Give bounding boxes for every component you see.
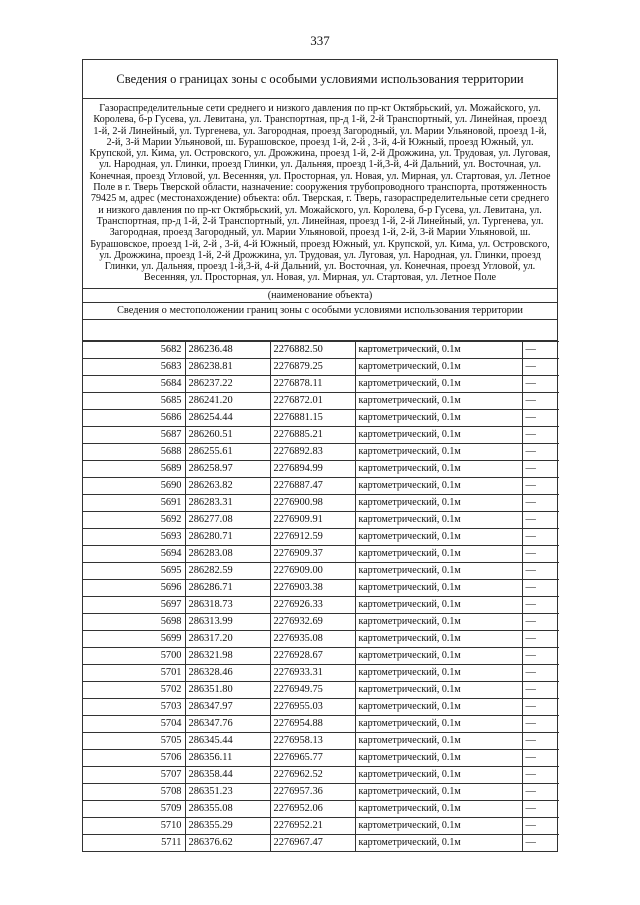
table-row	[83, 580, 559, 597]
document-title: Сведения о границах зоны с особыми условиями использования территории	[83, 60, 557, 99]
table-row	[83, 614, 559, 631]
coordinate-x-cell: 286282.59	[185, 563, 270, 580]
method-cell: картометрический, 0.1м	[355, 342, 522, 359]
method-cell: картометрический, 0.1м	[355, 495, 522, 512]
table-row	[83, 461, 559, 478]
note-cell: —	[522, 393, 559, 410]
point-number-cell: 5695	[83, 563, 185, 580]
method-cell: картометрический, 0.1м	[355, 427, 522, 444]
coordinate-x-cell: 286236.48	[185, 342, 270, 359]
note-cell: —	[522, 818, 559, 835]
coordinate-x-cell: 286328.46	[185, 665, 270, 682]
method-cell: картометрический, 0.1м	[355, 410, 522, 427]
table-row	[83, 342, 559, 359]
table-row	[83, 495, 559, 512]
coordinate-y-cell: 2276885.21	[270, 427, 355, 444]
table-row	[83, 512, 559, 529]
coordinate-y-cell: 2276887.47	[270, 478, 355, 495]
table-row	[83, 546, 559, 563]
coordinate-y-cell: 2276903.38	[270, 580, 355, 597]
coordinate-x-cell: 286347.97	[185, 699, 270, 716]
coordinate-y-cell: 2276965.77	[270, 750, 355, 767]
method-cell: картометрический, 0.1м	[355, 801, 522, 818]
table-row	[83, 597, 559, 614]
method-cell: картометрический, 0.1м	[355, 665, 522, 682]
coordinate-y-cell: 2276955.03	[270, 699, 355, 716]
table-row	[83, 563, 559, 580]
note-cell: —	[522, 631, 559, 648]
table-row	[83, 716, 559, 733]
coordinate-y-cell: 2276909.37	[270, 546, 355, 563]
coordinate-y-cell: 2276949.75	[270, 682, 355, 699]
coordinate-x-cell: 286254.44	[185, 410, 270, 427]
method-cell: картометрический, 0.1м	[355, 767, 522, 784]
table-row	[83, 767, 559, 784]
note-cell: —	[522, 359, 559, 376]
point-number-cell: 5693	[83, 529, 185, 546]
method-cell: картометрический, 0.1м	[355, 631, 522, 648]
coordinate-y-cell: 2276926.33	[270, 597, 355, 614]
coordinate-y-cell: 2276909.91	[270, 512, 355, 529]
note-cell: —	[522, 461, 559, 478]
method-cell: картометрический, 0.1м	[355, 835, 522, 852]
method-cell: картометрический, 0.1м	[355, 563, 522, 580]
point-number-cell: 5694	[83, 546, 185, 563]
coordinate-x-cell: 286351.23	[185, 784, 270, 801]
method-cell: картометрический, 0.1м	[355, 529, 522, 546]
method-cell: картометрический, 0.1м	[355, 461, 522, 478]
note-cell: —	[522, 665, 559, 682]
method-cell: картометрический, 0.1м	[355, 393, 522, 410]
coordinate-y-cell: 2276962.52	[270, 767, 355, 784]
table-row	[83, 359, 559, 376]
note-cell: —	[522, 699, 559, 716]
method-cell: картометрический, 0.1м	[355, 580, 522, 597]
coordinate-y-cell: 2276909.00	[270, 563, 355, 580]
coordinate-y-cell: 2276879.25	[270, 359, 355, 376]
point-number-cell: 5691	[83, 495, 185, 512]
point-number-cell: 5705	[83, 733, 185, 750]
note-cell: —	[522, 733, 559, 750]
coordinate-x-cell: 286260.51	[185, 427, 270, 444]
method-cell: картометрический, 0.1м	[355, 359, 522, 376]
note-cell: —	[522, 835, 559, 852]
table-row	[83, 529, 559, 546]
coordinate-x-cell: 286376.62	[185, 835, 270, 852]
method-cell: картометрический, 0.1м	[355, 716, 522, 733]
zone-boundary-document	[82, 59, 558, 852]
point-number-cell: 5709	[83, 801, 185, 818]
point-number-cell: 5682	[83, 342, 185, 359]
table-row	[83, 478, 559, 495]
object-description: Газораспределительные сети среднего и низкого давления по пр-кт Октябрьский, ул. Можайского, ул. Королева, б-р Гусева, ул. Левитана, ул. Транспортная, пр-д 1-й, 2-й Транспортный, ул. Линейная, проезд 1-й, 2-й Линейный, ул. Тургенева, ул. Загородная, проезд Загородный, ул. Марии Ульяновой, проезд 1-й, 2-й, 3-й Марии Ульяновой, ш. Бурашовское, проезд 1-й, 2-й , 3-й, 4-й Южный, проезд Южный, ул. Крупской, ул. Кима, ул. Островского, ул. Дрожжина, проезд 1-й, 2-й Дрожжина, ул. Трудовая, ул. Луговая, ул. Народная, ул. Глинки, проезд Глинки, ул. Дальняя, проезд 1-й,3-й, 4-й Дальний, ул. Восточная, ул. Конечная, проезд Угловой, ул. Весенняя, ул. Просторная, ул. Новая, ул. Мирная, ул. Стартовая, ул. Летное Поле в г. Тверь Тверской области, назначение: сооружения трубопроводного транспорта, протяженность 79425 м, адрес (местонахождение) объекта: обл. Тверская, г. Тверь, газораспределительные сети среднего и низкого давления по пр-кт Октябрьский, ул. Можайского, ул. Королева, б-р Гусева, ул. Левитана, ул. Транспортная, пр-д 1-й, 2-й Транспортный, ул. Линейная, проезд 1-й, 2-й Линейный, ул. Тургенева, ул. Загородная, проезд Загородный, ул. Марии Ульяновой, проезд 1-й, 2-й, 3-й Марии Ульяновой, ш. Бурашовское, проезд 1-й, 2-й , 3-й, 4-й Южный, проезд Южный, ул. Крупской, ул. Кима, ул. Островского, ул. Дрожжина, проезд 1-й, 2-й Дрожжина, ул. Трудовая, ул. Луговая, ул. Народная, ул. Глинки, проезд Глинки, ул. Дальняя, проезд 1-й,3-й, 4-й Дальний, ул. Восточная, ул. Конечная, проезд Угловой, ул. Весенняя, ул. Просторная, ул. Новая, ул. Мирная, ул. Стартовая, ул. Летное Поле	[83, 99, 557, 289]
note-cell: —	[522, 614, 559, 631]
coordinate-x-cell: 286345.44	[185, 733, 270, 750]
table-row	[83, 818, 559, 835]
method-cell: картометрический, 0.1м	[355, 376, 522, 393]
coordinate-y-cell: 2276958.13	[270, 733, 355, 750]
coordinate-y-cell: 2276952.06	[270, 801, 355, 818]
table-row	[83, 410, 559, 427]
note-cell: —	[522, 716, 559, 733]
note-cell: —	[522, 580, 559, 597]
coordinate-y-cell: 2276912.59	[270, 529, 355, 546]
coordinate-x-cell: 286283.08	[185, 546, 270, 563]
method-cell: картометрический, 0.1м	[355, 512, 522, 529]
table-row	[83, 682, 559, 699]
note-cell: —	[522, 597, 559, 614]
table-row	[83, 427, 559, 444]
coordinate-y-cell: 2276967.47	[270, 835, 355, 852]
coordinate-x-cell: 286263.82	[185, 478, 270, 495]
table-row	[83, 631, 559, 648]
coordinates-table	[83, 341, 559, 851]
point-number-cell: 5697	[83, 597, 185, 614]
coordinate-y-cell: 2276892.83	[270, 444, 355, 461]
method-cell: картометрический, 0.1м	[355, 597, 522, 614]
method-cell: картометрический, 0.1м	[355, 648, 522, 665]
coordinate-x-cell: 286321.98	[185, 648, 270, 665]
coordinate-y-cell: 2276894.99	[270, 461, 355, 478]
point-number-cell: 5684	[83, 376, 185, 393]
coordinate-y-cell: 2276933.31	[270, 665, 355, 682]
note-cell: —	[522, 648, 559, 665]
coordinate-x-cell: 286355.08	[185, 801, 270, 818]
coordinate-x-cell: 286283.31	[185, 495, 270, 512]
coordinate-x-cell: 286238.81	[185, 359, 270, 376]
coordinate-x-cell: 286351.80	[185, 682, 270, 699]
note-cell: —	[522, 563, 559, 580]
note-cell: —	[522, 801, 559, 818]
method-cell: картометрический, 0.1м	[355, 614, 522, 631]
note-cell: —	[522, 682, 559, 699]
table-row	[83, 733, 559, 750]
coordinate-x-cell: 286313.99	[185, 614, 270, 631]
coordinate-x-cell: 286318.73	[185, 597, 270, 614]
coordinate-x-cell: 286356.11	[185, 750, 270, 767]
point-number-cell: 5700	[83, 648, 185, 665]
note-cell: —	[522, 478, 559, 495]
note-cell: —	[522, 546, 559, 563]
note-cell: —	[522, 342, 559, 359]
point-number-cell: 5696	[83, 580, 185, 597]
coordinate-x-cell: 286347.76	[185, 716, 270, 733]
note-cell: —	[522, 495, 559, 512]
note-cell: —	[522, 750, 559, 767]
point-number-cell: 5699	[83, 631, 185, 648]
point-number-cell: 5704	[83, 716, 185, 733]
method-cell: картометрический, 0.1м	[355, 444, 522, 461]
coordinate-y-cell: 2276928.67	[270, 648, 355, 665]
table-row	[83, 648, 559, 665]
point-number-cell: 5688	[83, 444, 185, 461]
note-cell: —	[522, 529, 559, 546]
method-cell: картометрический, 0.1м	[355, 750, 522, 767]
coordinate-x-cell: 286355.29	[185, 818, 270, 835]
point-number-cell: 5708	[83, 784, 185, 801]
point-number-cell: 5698	[83, 614, 185, 631]
method-cell: картометрический, 0.1м	[355, 682, 522, 699]
header-spacer-row	[83, 320, 557, 341]
point-number-cell: 5702	[83, 682, 185, 699]
coordinate-x-cell: 286358.44	[185, 767, 270, 784]
coordinate-y-cell: 2276878.11	[270, 376, 355, 393]
method-cell: картометрический, 0.1м	[355, 478, 522, 495]
table-row	[83, 750, 559, 767]
coordinate-y-cell: 2276957.36	[270, 784, 355, 801]
note-cell: —	[522, 444, 559, 461]
coordinates-table-body	[83, 342, 559, 852]
note-cell: —	[522, 410, 559, 427]
coordinate-x-cell: 286317.20	[185, 631, 270, 648]
method-cell: картометрический, 0.1м	[355, 546, 522, 563]
point-number-cell: 5685	[83, 393, 185, 410]
coordinate-y-cell: 2276932.69	[270, 614, 355, 631]
note-cell: —	[522, 784, 559, 801]
point-number-cell: 5706	[83, 750, 185, 767]
coordinate-x-cell: 286258.97	[185, 461, 270, 478]
page-number: 337	[310, 33, 330, 48]
method-cell: картометрический, 0.1м	[355, 784, 522, 801]
coordinate-y-cell: 2276882.50	[270, 342, 355, 359]
table-row	[83, 444, 559, 461]
table-row	[83, 784, 559, 801]
note-cell: —	[522, 767, 559, 784]
point-number-cell: 5703	[83, 699, 185, 716]
coordinate-x-cell: 286241.20	[185, 393, 270, 410]
coordinate-y-cell: 2276952.21	[270, 818, 355, 835]
section-title: Сведения о местоположении границ зоны с особыми условиями использования территории	[83, 303, 557, 320]
coordinate-x-cell: 286237.22	[185, 376, 270, 393]
coordinate-y-cell: 2276935.08	[270, 631, 355, 648]
table-row	[83, 665, 559, 682]
method-cell: картометрический, 0.1м	[355, 733, 522, 750]
coordinate-x-cell: 286277.08	[185, 512, 270, 529]
coordinate-y-cell: 2276954.88	[270, 716, 355, 733]
coordinate-x-cell: 286255.61	[185, 444, 270, 461]
table-row	[83, 699, 559, 716]
coordinate-y-cell: 2276881.15	[270, 410, 355, 427]
point-number-cell: 5701	[83, 665, 185, 682]
point-number-cell: 5689	[83, 461, 185, 478]
object-description-caption: (наименование объекта)	[83, 289, 557, 303]
point-number-cell: 5710	[83, 818, 185, 835]
coordinate-y-cell: 2276900.98	[270, 495, 355, 512]
table-row	[83, 835, 559, 852]
table-row	[83, 393, 559, 410]
point-number-cell: 5692	[83, 512, 185, 529]
method-cell: картометрический, 0.1м	[355, 699, 522, 716]
table-row	[83, 801, 559, 818]
point-number-cell: 5711	[83, 835, 185, 852]
point-number-cell: 5687	[83, 427, 185, 444]
note-cell: —	[522, 376, 559, 393]
point-number-cell: 5686	[83, 410, 185, 427]
point-number-cell: 5683	[83, 359, 185, 376]
point-number-cell: 5707	[83, 767, 185, 784]
table-row	[83, 376, 559, 393]
note-cell: —	[522, 427, 559, 444]
coordinate-y-cell: 2276872.01	[270, 393, 355, 410]
coordinate-x-cell: 286280.71	[185, 529, 270, 546]
coordinate-x-cell: 286286.71	[185, 580, 270, 597]
method-cell: картометрический, 0.1м	[355, 818, 522, 835]
point-number-cell: 5690	[83, 478, 185, 495]
note-cell: —	[522, 512, 559, 529]
